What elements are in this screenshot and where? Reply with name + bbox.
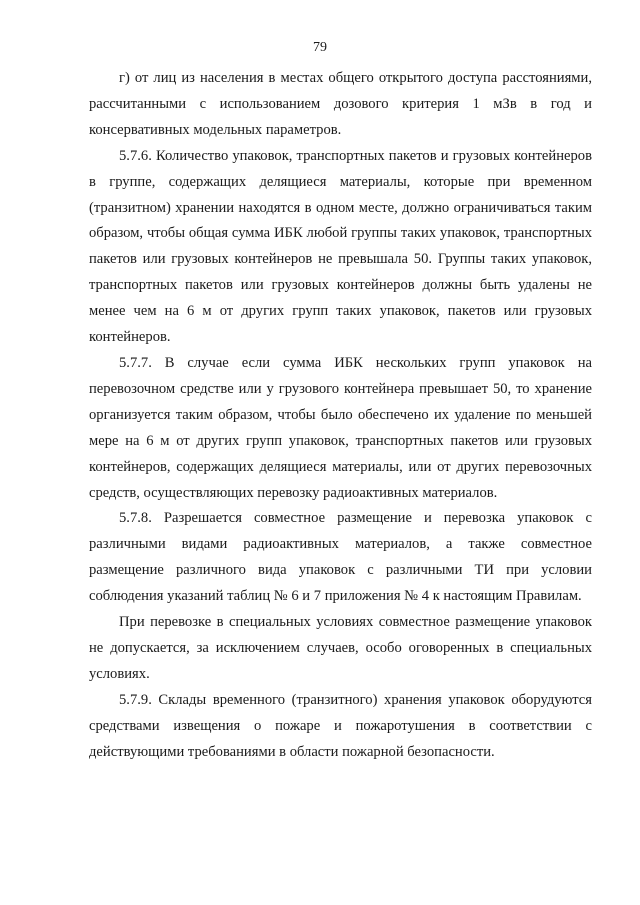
paragraph-5-7-6: 5.7.6. Количество упаковок, транспортных пакетов и грузовых контейнеров в группе, содержащих делящиеся материалы, которые при временном (транзитном) хранении находятся в одном месте, должно ограничиваться таким образом, чтобы общая сумма ИБК любой группы таких упаковок, транспортных пакетов или грузовых контейнеров не превышала 50. Группы таких упаковок, транспортных пакетов или грузовых контейнеров должны быть удалены не менее чем на 6 м от других групп таких упаковок, пакетов или грузовых контейнеров. (89, 147, 592, 346)
document-body (89, 66, 592, 765)
paragraph-special-conditions: При перевозке в специальных условиях совместное размещение упаковок не допускается, за исключением случаев, особо оговоренных в специальных условиях. (89, 614, 592, 682)
paragraph-5-7-9: 5.7.9. Склады временного (транзитного) хранения упаковок оборудуются средствами извещения о пожаре и пожаротушения в соответствии с действующими требованиями в области пожарной безопасности. (89, 691, 592, 760)
paragraph-5-7-8: 5.7.8. Разрешается совместное размещение и перевозка упаковок с различными видами радиоактивных материалов, а также совместное размещение различного вида упаковок с различными ТИ при условии соблюдения указаний таблиц № 6 и 7 приложения № 4 к настоящим Правилам. (89, 510, 592, 605)
paragraph-5-7-7: 5.7.7. В случае если сумма ИБК нескольких групп упаковок на перевозочном средстве или у грузового контейнера превышает 50, то хранение организуется таким образом, чтобы было обеспечено их удаление по меньшей мере на 6 м от других групп упаковок, транспортных пакетов или грузовых контейнеров, содержащих делящиеся материалы, или от других перевозочных средств, осуществляющих перевозку радиоактивных материалов. (89, 354, 592, 501)
page-number: 79 (313, 40, 327, 55)
paragraph-item-g: г) от лиц из населения в местах общего открытого доступа расстояниями, рассчитанными с использованием дозового критерия 1 мЗв в год и консервативных модельных параметров. (89, 70, 592, 138)
